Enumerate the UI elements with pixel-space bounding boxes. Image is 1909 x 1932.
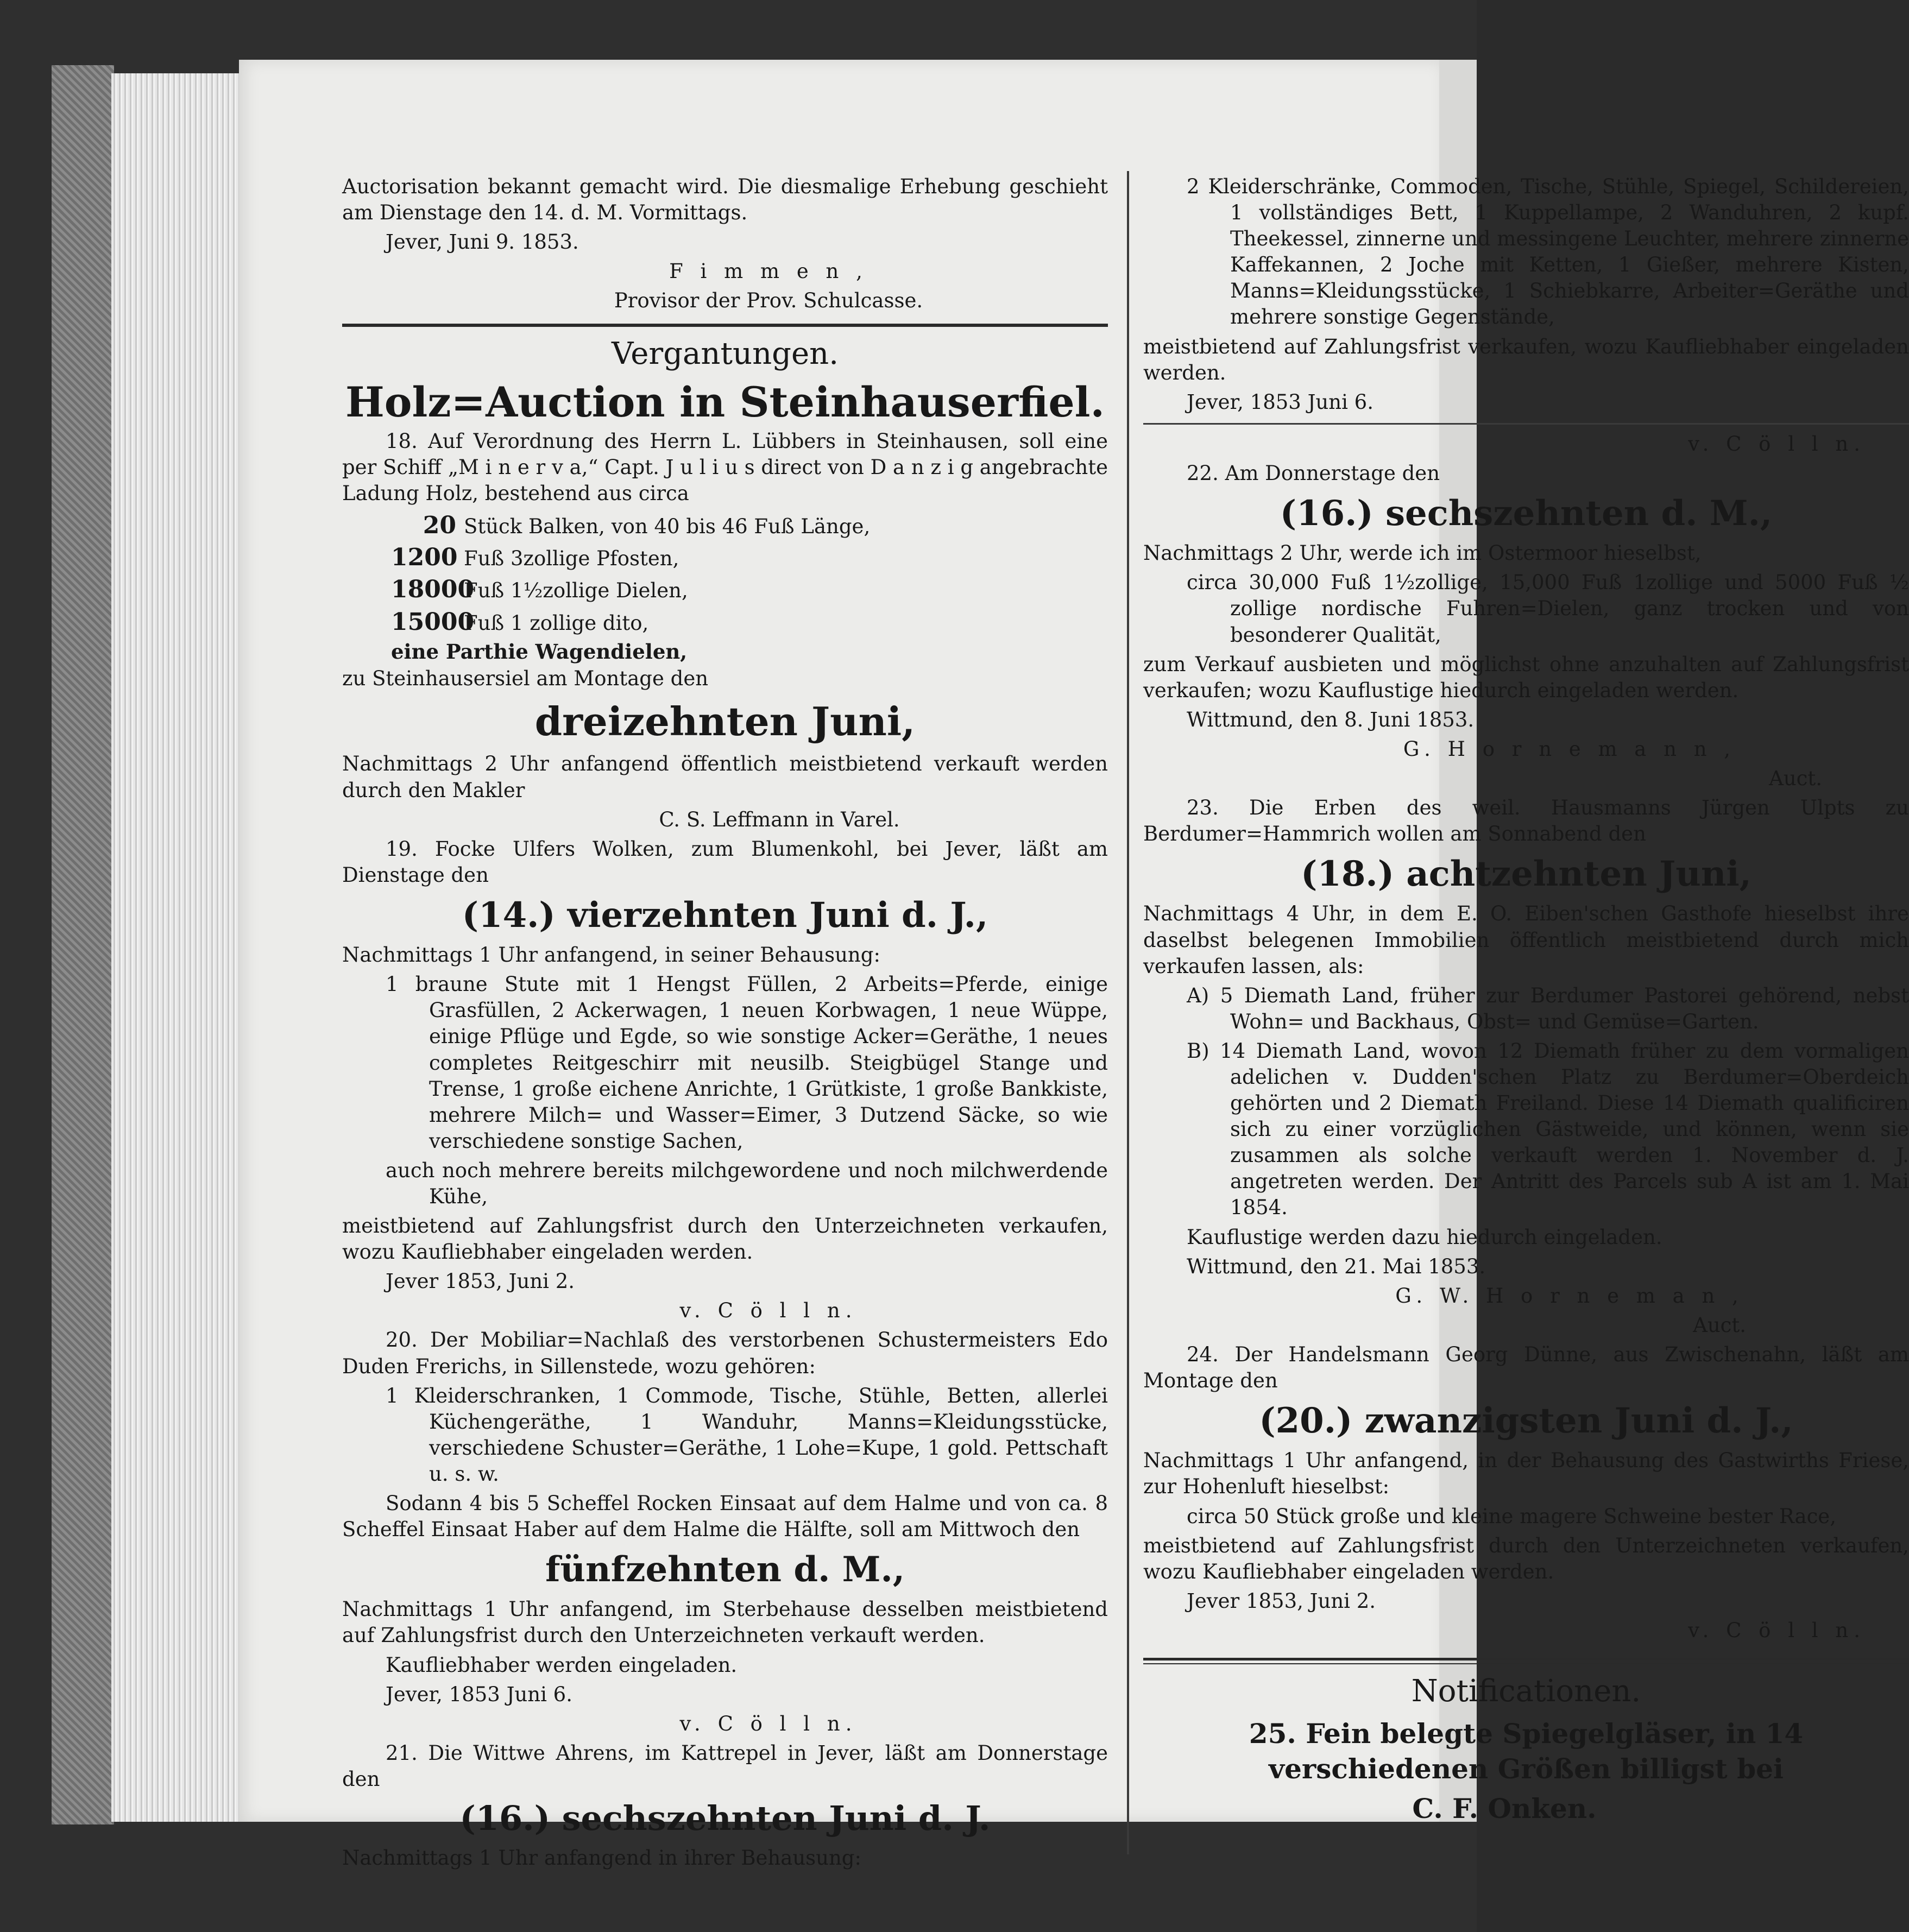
ad19-date: (14.) vierzehnten Juni d. J.,: [462, 894, 988, 936]
ad20-body2: Nachmittags 1 Uhr anfangend, im Sterbehause desselben meistbietend auf Zahlungsfrist durch den Unterzeichneten verkauft werden.: [342, 1598, 1108, 1647]
ad-separator-rule: [1143, 423, 1909, 425]
ad20-dateline: Jever, 1853 Juni 6.: [386, 1682, 572, 1706]
ad24-body2: circa 50 Stück große und kleine magere Schweine bester Race,: [1187, 1504, 1836, 1528]
left-column: [342, 174, 1108, 1874]
ad18-item-text: Fuß 1½zollige Dielen,: [464, 579, 688, 603]
ad23-signer: G. W. H o r n e m a n ,: [1395, 1284, 1744, 1308]
ad23-item-b: B) 14 Diemath Land, wovon 12 Diemath früher zu dem vormaligen adelichen v. Dudden'schen Platz zu Berdumer=Oberdeich gehörten und 2 Diemath Freiland. Diese 14 Diemath qualificiren sich zu einer vorzüglichen Gästweide, und können, wenn sie zusammen als solche verkauft werden 1. November d. J. angetreten werden. Der Antritt des Parcels sub A ist am 1. Mai 1854.: [1187, 1039, 1909, 1220]
ad23-signer-title: Auct.: [1693, 1313, 1746, 1337]
newspaper-page: [239, 60, 1909, 1870]
ad19-intro: 19. Focke Ulfers Wolken, zum Blumenkohl, bei Jever, läßt am Dienstage den: [342, 837, 1108, 887]
ad24-date: (20.) zwanzigsten Juni d. J.,: [1259, 1400, 1793, 1442]
section-rule: [342, 324, 1108, 327]
ad23-body1: Nachmittags 4 Uhr, in dem E. O. Eiben'schen Gasthofe hieselbst ihre daselbst belegenen Immobilien öffentlich meistbietend durch mich verkaufen lassen, als:: [1143, 902, 1909, 978]
ad23-item-a: A) 5 Diemath Land, früher zur Berdumer Pastorei gehörend, nebst Wohn= und Backhaus, Obst= und Gemüse=Garten.: [1187, 983, 1909, 1033]
ad19-signer: v. C ö l l n.: [679, 1299, 858, 1323]
ad18-item-extra: eine Parthie Wagendielen,: [391, 639, 688, 664]
ad19-body2: 1 braune Stute mit 1 Hengst Füllen, 2 Arbeits=Pferde, einige Grasfüllen, 2 Ackerwagen, 1 neuen Korbwagen, 1 neue Wüppe, einige Pflüge und Egde, so wie sonstige Acker=Geräthe, 1 neues completes Reitgeschirr mit neusilb. Steigbügel Stange und Trense, 1 große eichene Anrichte, 1 Grütkiste, 1 große Bankkiste, mehrere Milch= und Wasser=Eimer, 3 Dutzend Säcke, so wie verschiedene sonstige Sachen,: [386, 973, 1108, 1153]
ad18-heading: Holz=Auction in Steinhauserfiel.: [345, 378, 1105, 427]
ad24-body3: meistbietend auf Zahlungsfrist durch den Unterzeichneten verkaufen, wozu Kaufliebhaber eingeladen werden.: [1143, 1533, 1909, 1583]
ad22-date: (16.) sechszehnten d. M.,: [1280, 493, 1773, 534]
ad18-item-qty: 15000: [391, 608, 475, 636]
ad18-item-text: Stück Balken, von 40 bis 46 Fuß Länge,: [464, 514, 871, 538]
ad24-dateline: Jever 1853, Juni 2.: [1187, 1589, 1376, 1613]
ad21-body: Nachmittags 1 Uhr anfangend in ihrer Behausung:: [342, 1846, 861, 1870]
ad18-item-qty: 1200: [391, 544, 458, 572]
ad21-intro: 21. Die Wittwe Ahrens, im Kattrepel in Jever, läßt am Donnerstage den: [342, 1741, 1108, 1791]
ad19-body4: meistbietend auf Zahlungsfrist durch den Unterzeichneten verkaufen, wozu Kaufliebhaber eingeladen werden.: [342, 1214, 1108, 1264]
ad22-dateline: Wittmund, den 8. Juni 1853.: [1187, 708, 1475, 731]
ad20-body1: Sodann 4 bis 5 Scheffel Rocken Einsaat auf dem Halme und von ca. 8 Scheffel Einsaat Haber auf dem Halme die Hälfte, soll am Mittwoch den: [342, 1492, 1108, 1542]
ad24-body1: Nachmittags 1 Uhr anfangend, in der Behausung des Gastwirths Friese, zur Hohenluft hieselbst:: [1143, 1449, 1909, 1499]
ad24-signer: v. C ö l l n.: [1688, 1618, 1866, 1642]
intro-text: Auctorisation bekannt gemacht wird. Die diesmalige Erhebung geschieht am Dienstage den 14. d. M. Vormittags.: [342, 175, 1108, 225]
page-stack-edges: [111, 73, 239, 1822]
ad18-item: [391, 510, 1108, 541]
ad21-date: (16.) sechszehnten Juni d. J.: [459, 1798, 991, 1839]
cont-body: meistbietend auf Zahlungsfrist verkaufen, wozu Kaufliebhaber eingeladen werden.: [1143, 334, 1909, 384]
ad18-item: [391, 542, 1108, 573]
ad20-date: fünfzehnten d. M.,: [545, 1549, 905, 1590]
cont-dateline: Jever, 1853 Juni 6.: [1187, 390, 1374, 414]
column-divider: [1127, 171, 1129, 1854]
section-title: Vergantungen.: [611, 336, 839, 372]
ad18-item: [391, 574, 1108, 605]
ad25-text: 25. Fein belegte Spiegelgläser, in 14 verschiedenen Größen billigst bei: [1249, 1717, 1804, 1785]
ad18-intro: 18. Auf Verordnung des Herrn L. Lübbers in Steinhausen, soll eine per Schiff „M i n e r v a,“ Capt. J u l i u s direct von D a n z i g angebrachte Ladung Holz, bestehend aus circa: [342, 429, 1108, 505]
ad18-item-text: Fuß 1 zollige dito,: [464, 611, 649, 635]
ad19-body3: auch noch mehrere bereits milchgewordene und noch milchwerdende Kühe,: [386, 1158, 1108, 1208]
ad20-signer: v. C ö l l n.: [679, 1712, 858, 1735]
ad22-body1: Nachmittags 2 Uhr, werde ich im Ostermoor hieselbst,: [1143, 541, 1702, 565]
ad22-body2: circa 30,000 Fuß 1½zollige, 15,000 Fuß 1zollige und 5000 Fuß ½ zollige nordische Fuhren=Dielen, ganz trocken und von besonderer Qualität,: [1187, 571, 1909, 647]
cont-signer: v. C ö l l n.: [1688, 432, 1866, 456]
ad18-item-text: Fuß 3zollige Pfosten,: [464, 547, 679, 571]
ad20-body3: Kaufliebhaber werden eingeladen.: [386, 1653, 738, 1677]
ad19-body1: Nachmittags 1 Uhr anfangend, in seiner Behausung:: [342, 943, 880, 967]
cont-text: 2 Kleiderschränke, Commoden, Tische, Stühle, Spiegel, Schildereien, 1 vollständiges Bett, 1 Kuppellampe, 2 Wanduhren, 2 kupf. Theekessel, zinnerne und messingene Leuchter, mehrere zinnerne Kaffekannen, 2 Joche mit Ketten, 1 Gießer, mehrere Kisten, Manns=Kleidungsstücke, 1 Schiebkarre, Arbeiter=Geräthe und mehrere sonstige Gegenstände,: [1187, 175, 1909, 329]
ad18-item: [391, 607, 1108, 637]
intro-signer: F i m m e n ,: [669, 260, 868, 283]
ad20-intro: 20. Der Mobiliar=Nachlaß des verstorbenen Schustermeisters Edo Duden Frerichs, in Sillenstede, wozu gehören:: [342, 1328, 1108, 1378]
ad23-body2: Kauflustige werden dazu hiedurch eingeladen.: [1187, 1225, 1662, 1249]
ad18-signer: C. S. Leffmann in Varel.: [659, 807, 900, 831]
ad18-item-qty: 20: [423, 511, 456, 539]
ad18-place: zu Steinhausersiel am Montage den: [342, 666, 709, 690]
section-double-rule: [1143, 1658, 1909, 1664]
intro-signer-title: Provisor der Prov. Schulcasse.: [614, 289, 923, 313]
ad18-date: dreizehnten Juni,: [534, 698, 916, 744]
ad22-intro: 22. Am Donnerstage den: [1187, 461, 1440, 485]
ad23-intro: 23. Die Erben des weil. Hausmanns Jürgen Ulpts zu Berdumer=Hammrich wollen am Sonnabend den: [1143, 796, 1909, 846]
ad19-dateline: Jever 1853, Juni 2.: [386, 1270, 575, 1293]
ad20-items: 1 Kleiderschranken, 1 Commode, Tische, Stühle, Betten, allerlei Küchengeräthe, 1 Wanduhr, Manns=Kleidungsstücke, verschiedene Schuster=Geräthe, 1 Lohe=Kupe, 1 gold. Pettschaft u. s. w.: [386, 1384, 1108, 1486]
ad18-body: Nachmittags 2 Uhr anfangend öffentlich meistbietend verkauft werden durch den Makler: [342, 752, 1108, 802]
ad23-date: (18.) achtzehnten Juni,: [1301, 854, 1752, 895]
ad22-signer: G. H o r n e m a n n ,: [1403, 737, 1736, 761]
ad24-intro: 24. Der Handelsmann Georg Dünne, aus Zwischenahn, läßt am Montage den: [1143, 1342, 1909, 1393]
ad18-item-qty: 18000: [391, 576, 475, 604]
ad25-signer: C. F. Onken.: [1412, 1792, 1597, 1824]
intro-dateline: Jever, Juni 9. 1853.: [386, 230, 579, 254]
ad23-dateline: Wittmund, den 21. Mai 1853.: [1187, 1254, 1486, 1278]
ad22-signer-title: Auct.: [1769, 766, 1822, 790]
ad22-body3: zum Verkauf ausbieten und möglichst ohne anzuhalten auf Zahlungsfrist verkaufen; wozu Kauflustige hiedurch eingeladen werden.: [1143, 652, 1909, 702]
right-column: [1143, 174, 1909, 1829]
book-cover-edge: [52, 65, 114, 1824]
notif-title: Notificationen.: [1411, 1673, 1641, 1709]
